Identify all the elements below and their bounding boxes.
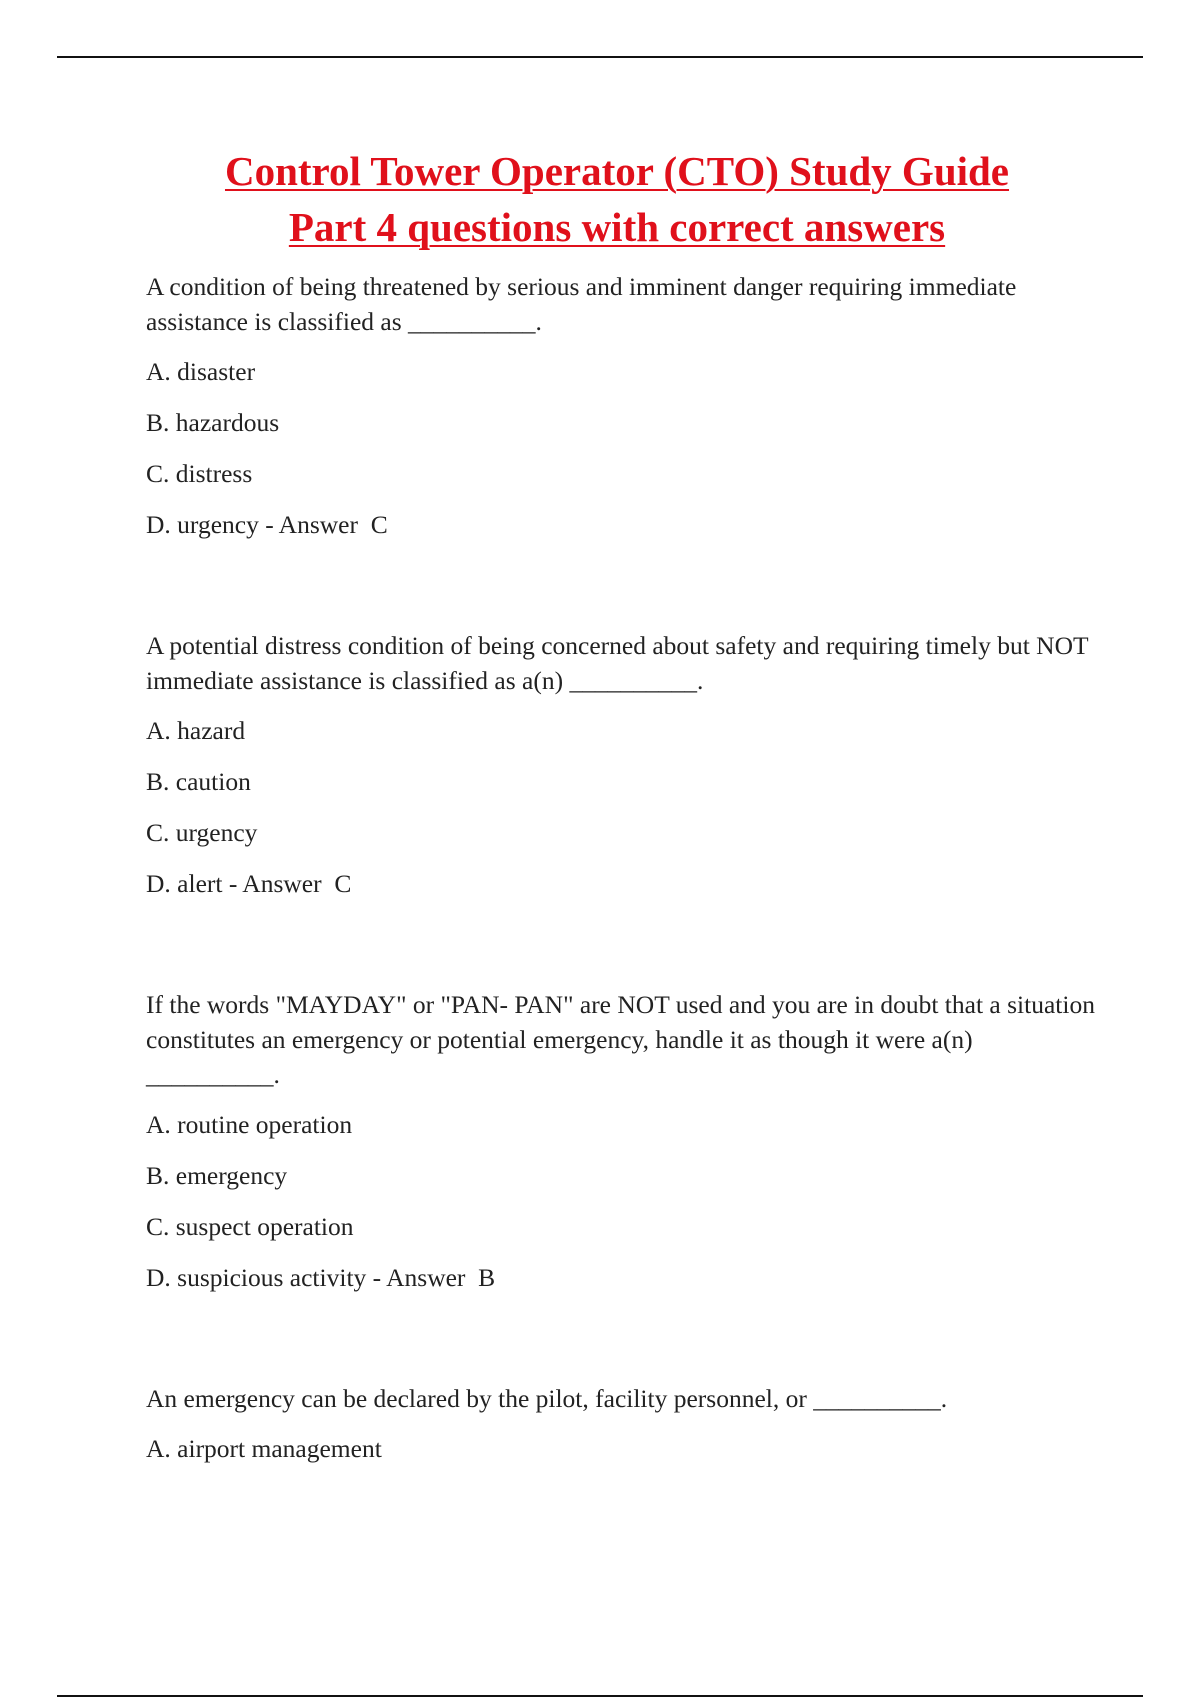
title-line-1: Control Tower Operator (CTO) Study Guide bbox=[224, 148, 1010, 194]
option-c: C. suspect operation bbox=[146, 1212, 354, 1241]
question-block-3 bbox=[146, 987, 1096, 1295]
top-divider bbox=[57, 56, 1143, 58]
option-a: A. routine operation bbox=[146, 1110, 353, 1139]
question-text: A potential distress condition of being concerned about safety and requiring timely but NOT immediate assistance is classified as a(n) __________. bbox=[146, 631, 1089, 695]
option-c: C. distress bbox=[146, 459, 253, 488]
option-d-with-answer: D. suspicious activity - Answer B bbox=[146, 1263, 496, 1292]
option-b: B. caution bbox=[146, 767, 251, 796]
option-b: B. emergency bbox=[146, 1161, 288, 1190]
question-text: A condition of being threatened by serious and imminent danger requiring immediate assistance is classified as __________. bbox=[146, 272, 1017, 336]
option-b: B. hazardous bbox=[146, 408, 280, 437]
question-block-1 bbox=[146, 269, 1096, 542]
option-d-with-answer: D. alert - Answer C bbox=[146, 869, 352, 898]
title-line-2: Part 4 questions with correct answers bbox=[288, 204, 946, 250]
question-block-4 bbox=[146, 1381, 1096, 1466]
bottom-divider bbox=[57, 1695, 1143, 1697]
option-a: A. disaster bbox=[146, 357, 256, 386]
option-d-with-answer: D. urgency - Answer C bbox=[146, 510, 388, 539]
option-a: A. airport management bbox=[146, 1434, 382, 1463]
question-block-2 bbox=[146, 628, 1096, 901]
question-text: If the words "MAYDAY" or "PAN- PAN" are NOT used and you are in doubt that a situation constitutes an emergency or potential emergency, handle it as though it were a(n) __________. bbox=[146, 990, 1095, 1089]
option-c: C. urgency bbox=[146, 818, 258, 847]
question-list bbox=[146, 269, 1096, 1482]
document-title bbox=[0, 143, 1200, 255]
question-text: An emergency can be declared by the pilot, facility personnel, or __________. bbox=[146, 1384, 948, 1413]
option-a: A. hazard bbox=[146, 716, 246, 745]
